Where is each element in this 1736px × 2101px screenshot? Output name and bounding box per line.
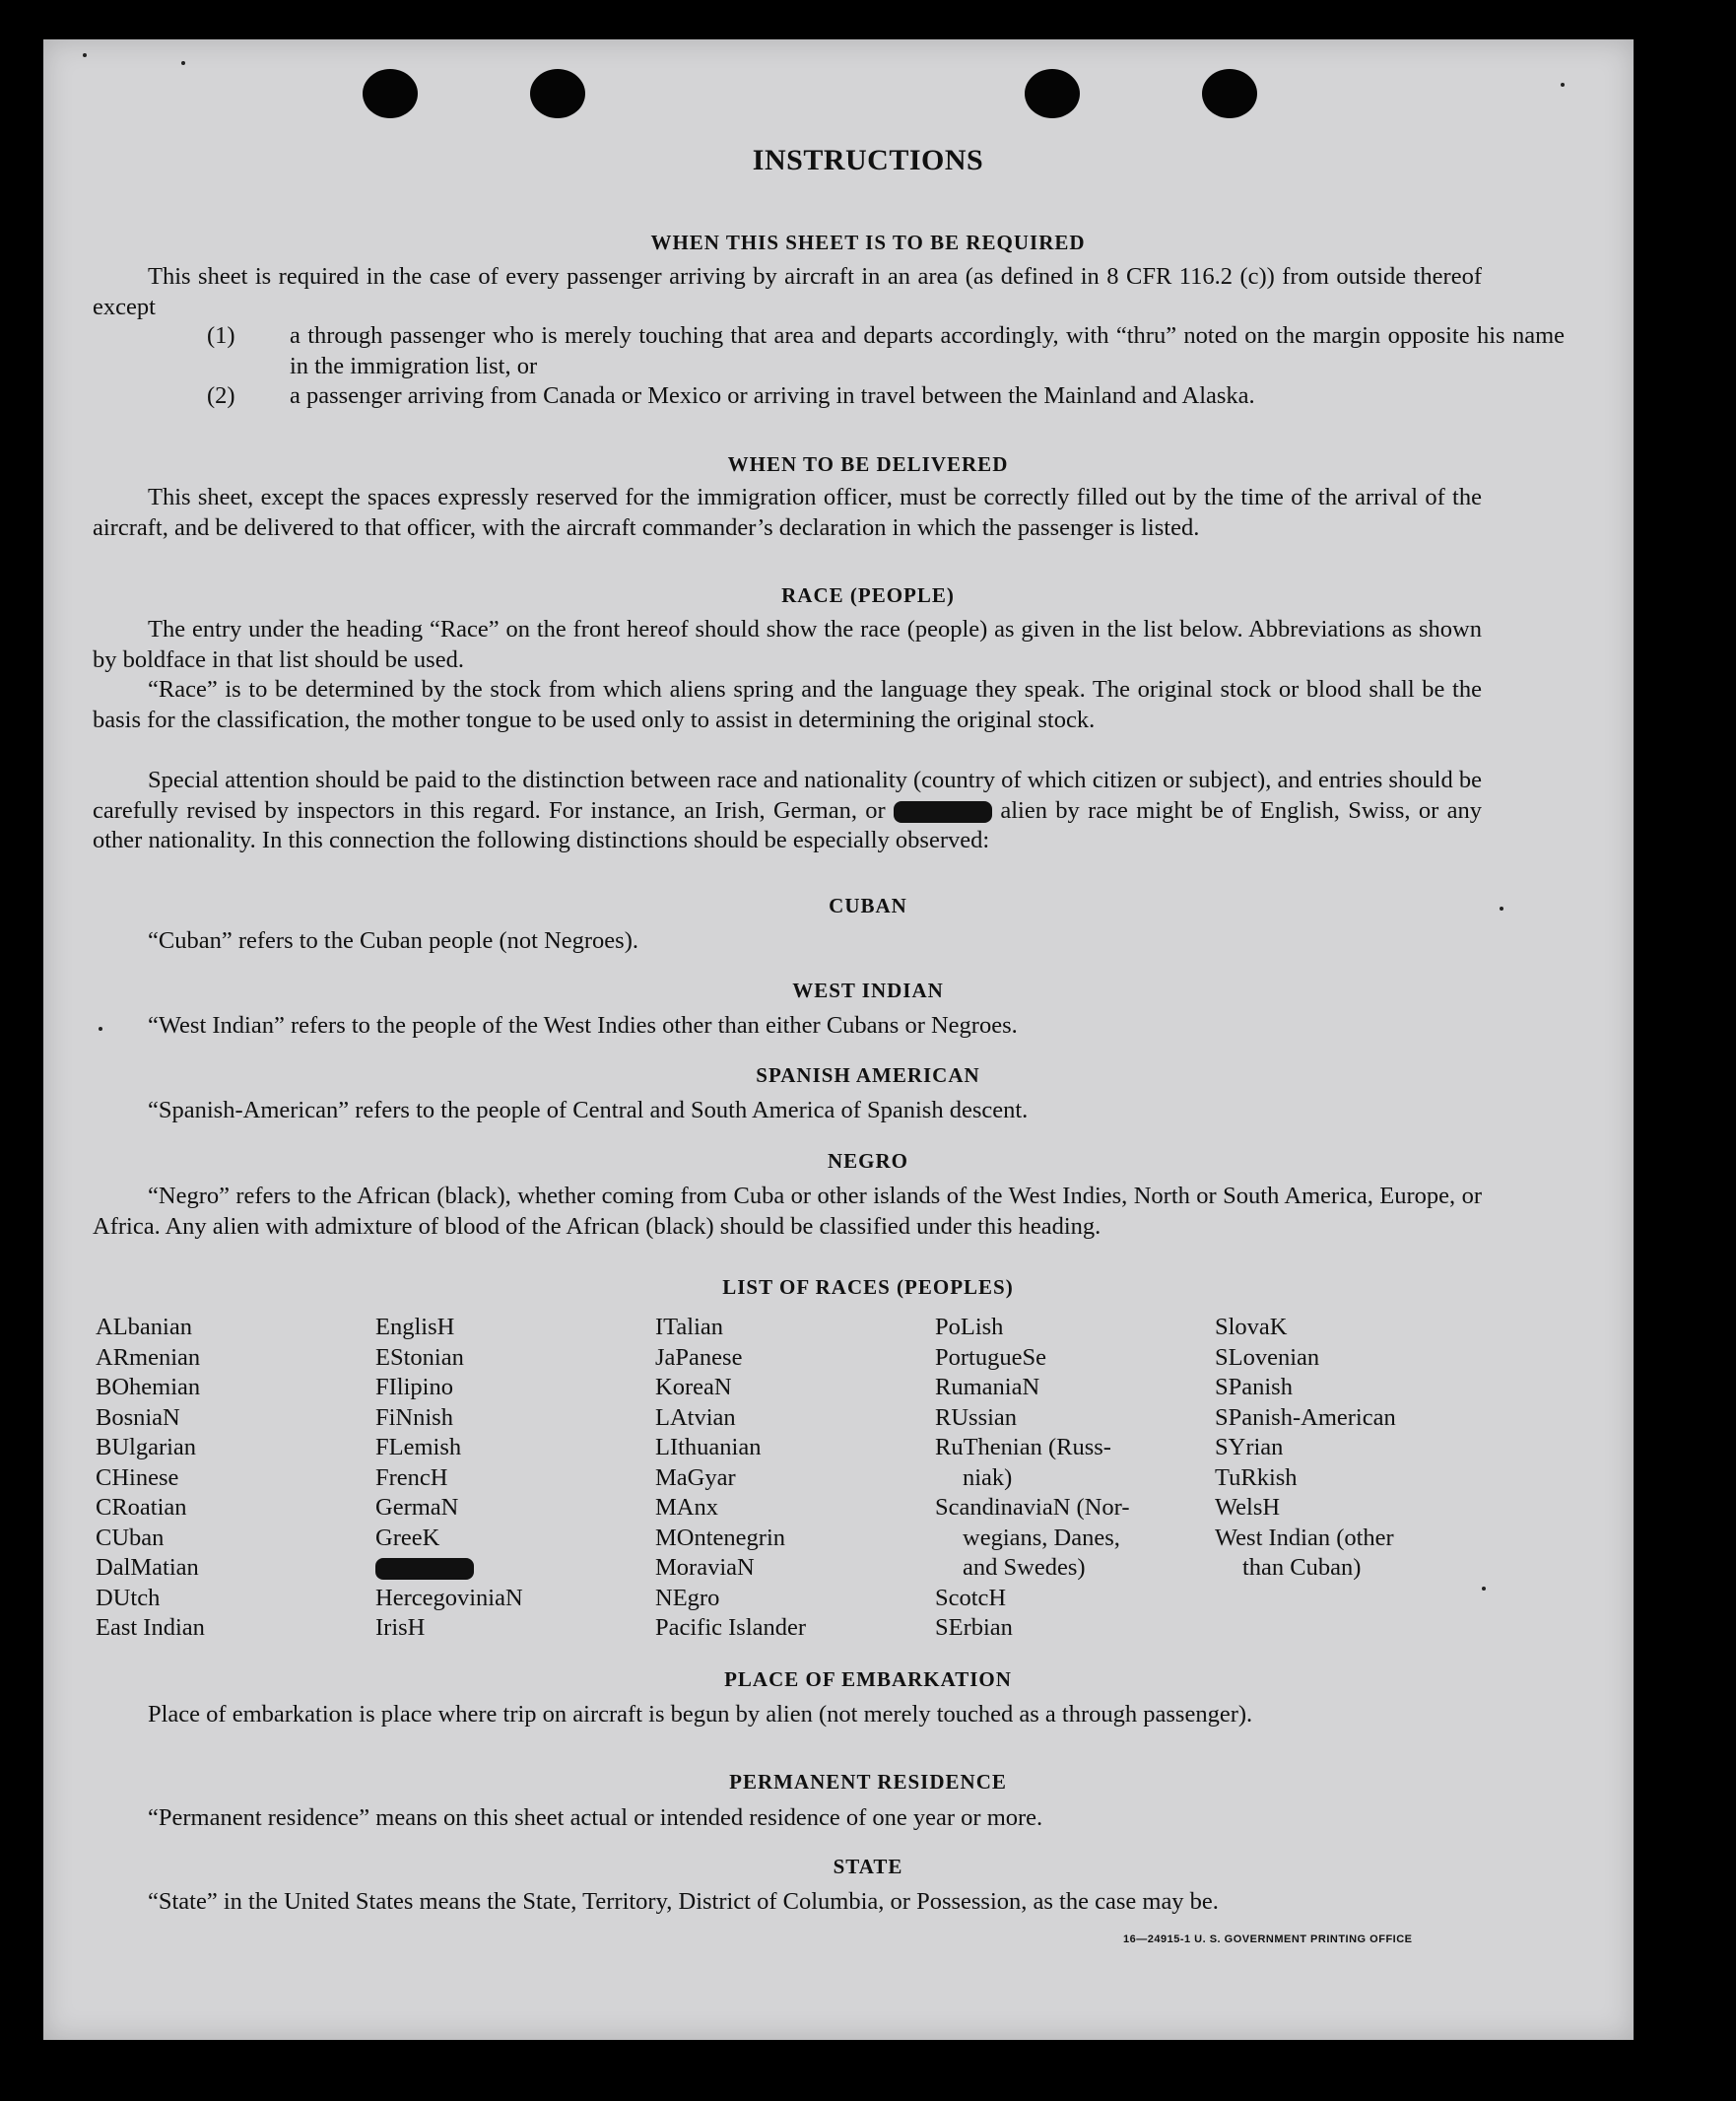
heading-west-indian: WEST INDIAN xyxy=(792,979,944,1002)
race-entry: EnglisH xyxy=(375,1314,455,1340)
race-entry: FiNnish xyxy=(375,1403,453,1431)
speck xyxy=(181,61,185,65)
item-number: (1) xyxy=(207,322,235,349)
race-paragraph-3a: Special attention should be paid to the distinction between race and nationality (country of which citizen or subject), and entries should be carefully revised by inspectors in this regard. For instance, an Irish, German, or xyxy=(93,767,1482,824)
page-title: INSTRUCTIONS xyxy=(752,144,984,176)
race-entry: IrisH xyxy=(375,1614,426,1641)
speck xyxy=(83,53,87,57)
race-entry: EStonian xyxy=(375,1343,464,1371)
heading-spanish-american: SPANISH AMERICAN xyxy=(756,1063,980,1087)
state-text: “State” in the United States means the State, Territory, District of Columbia, or Possession, as the case may be. xyxy=(148,1888,1219,1915)
race-column xyxy=(375,1313,655,1644)
race-paragraph-2: “Race” is to be determined by the stock from which aliens spring and the language they speak. The original stock or blood shall be the basis for the classification, the mother tongue to be used only to assist in determining the original stock. xyxy=(93,676,1482,733)
heading-state: STATE xyxy=(833,1855,903,1878)
punch-hole xyxy=(1202,69,1257,118)
race-entry: SlovaK xyxy=(1215,1314,1288,1340)
heading-cuban: CUBAN xyxy=(829,894,907,917)
race-entry: TuRkish xyxy=(1215,1463,1298,1491)
race-entry: CHinese xyxy=(96,1463,179,1491)
race-entry: MAnx xyxy=(655,1494,718,1521)
race-column xyxy=(655,1313,935,1644)
race-entry: East Indian xyxy=(96,1614,205,1641)
race-entry: LIthuanian xyxy=(655,1434,762,1460)
west-indian-text: “West Indian” refers to the people of the West Indies other than either Cubans or Negroes. xyxy=(148,1012,1018,1039)
embarkation-text: Place of embarkation is place where trip on aircraft is begun by alien (not merely touched as a through passenger). xyxy=(148,1701,1253,1728)
race-entry: SYrian xyxy=(1215,1434,1284,1460)
race-entry: SPanish xyxy=(1215,1374,1293,1400)
race-entry: HercegoviniaN xyxy=(375,1584,523,1611)
race-entry: DUtch xyxy=(96,1584,161,1611)
race-entry-continued: and Swedes) xyxy=(963,1554,1086,1581)
printing-office-code: 16—24915-1 U. S. GOVERNMENT PRINTING OFFICE xyxy=(1123,1933,1413,1945)
race-entry: RuThenian (Russ- xyxy=(935,1434,1111,1460)
spanish-american-text: “Spanish-American” refers to the people of Central and South America of Spanish descent. xyxy=(148,1097,1029,1123)
race-entry: WelsH xyxy=(1215,1494,1281,1521)
cuban-text: “Cuban” refers to the Cuban people (not Negroes). xyxy=(148,927,638,954)
race-entry: PortugueSe xyxy=(935,1343,1046,1371)
race-entry: BUlgarian xyxy=(96,1434,197,1460)
race-entry: NEgro xyxy=(655,1584,720,1611)
race-column xyxy=(935,1313,1215,1644)
item-number: (2) xyxy=(207,382,235,409)
race-entry: BOhemian xyxy=(96,1374,201,1400)
race-list xyxy=(96,1313,1495,1644)
race-entry: SLovenian xyxy=(1215,1343,1320,1371)
race-entry: CRoatian xyxy=(96,1494,187,1521)
race-entry: RumaniaN xyxy=(935,1374,1040,1400)
race-entry: KoreaN xyxy=(655,1374,732,1400)
race-entry-continued: than Cuban) xyxy=(1242,1554,1362,1581)
race-entry: PoLish xyxy=(935,1314,1004,1340)
race-paragraph-3b: alien by race might be of English, Swiss, or any other nationality. In this connection the following distinctions should be especially observed: xyxy=(93,796,1482,853)
race-entry: SPanish-American xyxy=(1215,1403,1396,1431)
negro-text: “Negro” refers to the African (black), whether coming from Cuba or other islands of the West Indies, North or South America, Europe, or Africa. Any alien with admixture of blood of the African (black) should be classified under this heading. xyxy=(93,1183,1482,1240)
delivered-text: This sheet, except the spaces expressly reserved for the immigration officer, must be correctly filled out by the time of the arrival of the aircraft, and be delivered to that officer, with the aircraft commander’s declaration in which the passenger is listed. xyxy=(93,484,1482,541)
race-entry: MOntenegrin xyxy=(655,1524,785,1551)
heading-list-of-races: LIST OF RACES (PEOPLES) xyxy=(722,1275,1014,1299)
required-intro: This sheet is required in the case of every passenger arriving by aircraft in an area (as defined in 8 CFR 116.2 (c)) from outside thereof except xyxy=(93,263,1482,320)
heading-embarkation: PLACE OF EMBARKATION xyxy=(724,1667,1012,1691)
race-entry: ALbanian xyxy=(96,1314,192,1340)
race-entry: SErbian xyxy=(935,1614,1013,1641)
race-entry: ScotcH xyxy=(935,1584,1007,1611)
race-entry: CUban xyxy=(96,1524,165,1551)
race-entry: RUssian xyxy=(935,1403,1018,1431)
race-entry: JaPanese xyxy=(655,1343,743,1371)
punch-hole xyxy=(530,69,585,118)
race-entry: West Indian (other xyxy=(1215,1524,1394,1551)
heading-residence: PERMANENT RESIDENCE xyxy=(729,1770,1007,1794)
list-item xyxy=(207,381,1565,412)
race-paragraph-1: The entry under the heading “Race” on the front hereof should show the race (people) as given in the list below. Abbreviations as shown by boldface in that list should be used. xyxy=(93,616,1482,673)
race-column xyxy=(96,1313,375,1644)
residence-text: “Permanent residence” means on this sheet actual or intended residence of one year or more. xyxy=(148,1804,1043,1831)
heading-race: RACE (PEOPLE) xyxy=(781,583,955,607)
redaction-mark xyxy=(375,1558,474,1580)
race-entry: LAtvian xyxy=(655,1403,736,1431)
race-entry-continued: niak) xyxy=(963,1463,1013,1491)
race-entry: FrencH xyxy=(375,1463,448,1491)
item-text: a through passenger who is merely touching that area and departs accordingly, with “thru” noted on the margin opposite his name in the immigration list, or xyxy=(290,322,1565,379)
race-entry: FIlipino xyxy=(375,1374,453,1400)
race-entry-redacted xyxy=(375,1553,655,1584)
speck xyxy=(1561,83,1565,87)
race-entry: ARmenian xyxy=(96,1343,201,1371)
race-entry: GermaN xyxy=(375,1494,459,1521)
heading-negro: NEGRO xyxy=(827,1149,908,1173)
punch-hole xyxy=(363,69,418,118)
heading-required: WHEN THIS SHEET IS TO BE REQUIRED xyxy=(650,231,1086,254)
item-text: a passenger arriving from Canada or Mexico or arriving in travel between the Mainland and Alaska. xyxy=(290,382,1255,409)
race-entry: GreeK xyxy=(375,1524,440,1551)
heading-delivered: WHEN TO BE DELIVERED xyxy=(727,452,1009,476)
list-item xyxy=(207,321,1565,381)
race-column xyxy=(1215,1313,1495,1644)
race-entry: MaGyar xyxy=(655,1463,736,1491)
redaction-mark xyxy=(894,801,992,823)
race-entry: Pacific Islander xyxy=(655,1614,807,1641)
race-entry: BosniaN xyxy=(96,1403,180,1431)
race-entry-continued: wegians, Danes, xyxy=(963,1524,1120,1551)
race-entry: ScandinaviaN (Nor- xyxy=(935,1494,1130,1521)
race-entry: ITalian xyxy=(655,1314,724,1340)
race-entry: MoraviaN xyxy=(655,1554,755,1581)
race-entry: FLemish xyxy=(375,1434,462,1460)
race-entry: DalMatian xyxy=(96,1554,199,1581)
race-paragraph-3 xyxy=(93,766,1482,856)
punch-hole xyxy=(1025,69,1080,118)
